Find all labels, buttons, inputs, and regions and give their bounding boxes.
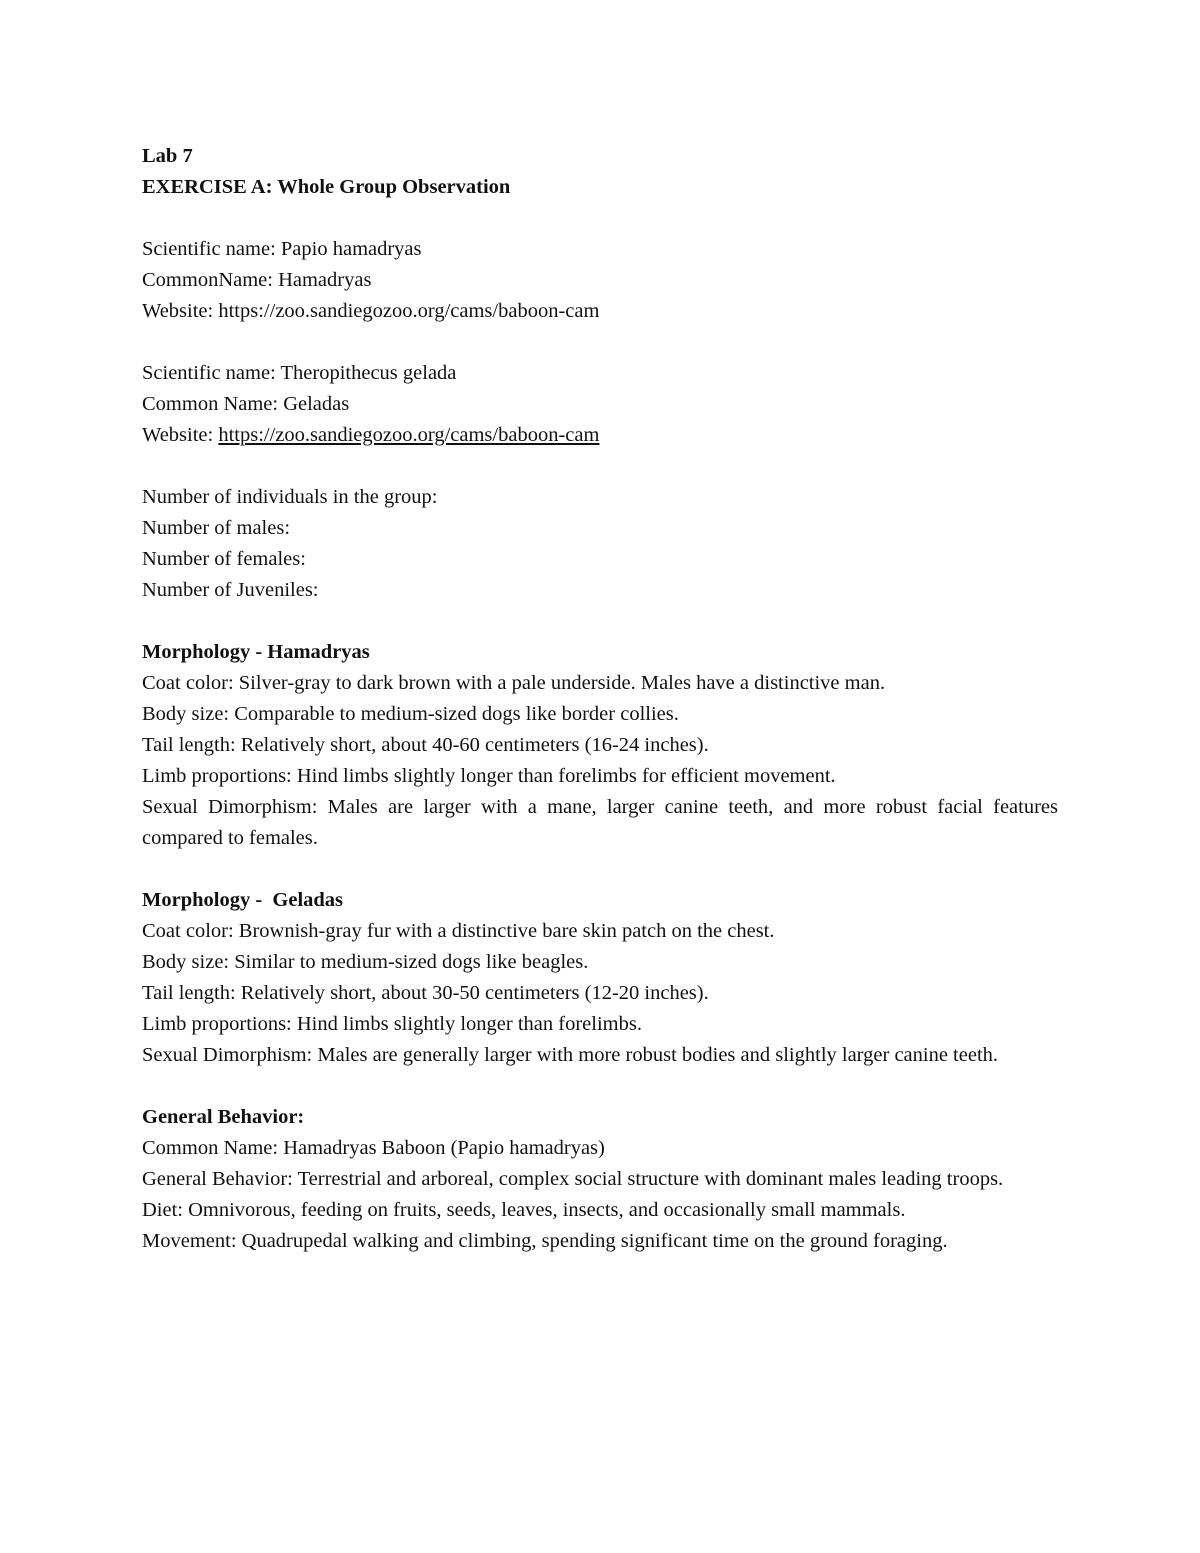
species2-scientific-name: Scientific name: Theropithecus gelada — [142, 362, 457, 384]
geladas-body-size: Body size: Similar to medium-sized dogs like beagles. — [142, 951, 589, 973]
species2-website-link[interactable]: https://zoo.sandiegozoo.org/cams/baboon-cam — [218, 424, 600, 446]
behavior-common-name: Common Name: Hamadryas Baboon (Papio hamadryas) — [142, 1137, 605, 1159]
spacer — [142, 1071, 1058, 1102]
geladas-sexual-dimorphism: Sexual Dimorphism: Males are generally larger with more robust bodies and slightly larger canine teeth. — [142, 1044, 999, 1066]
count-females: Number of females: — [142, 548, 306, 570]
spacer — [142, 606, 1058, 637]
spacer — [142, 451, 1058, 482]
species1-common-name: CommonName: Hamadryas — [142, 269, 372, 291]
hamadryas-body-size: Body size: Comparable to medium-sized dogs like border collies. — [142, 703, 679, 725]
species1-website — [142, 296, 1058, 327]
hamadryas-limb-proportions: Limb proportions: Hind limbs slightly longer than forelimbs for efficient movement. — [142, 765, 836, 787]
behavior-general: General Behavior: Terrestrial and arboreal, complex social structure with dominant males leading troops. — [142, 1168, 1004, 1190]
count-individuals: Number of individuals in the group: — [142, 486, 438, 508]
count-males: Number of males: — [142, 517, 291, 539]
hamadryas-sexual-dimorphism: Sexual Dimorphism: Males are larger with a mane, larger canine teeth, and more robust facial features compared to females. — [142, 796, 1058, 849]
count-juveniles: Number of Juveniles: — [142, 579, 319, 601]
geladas-limb-proportions: Limb proportions: Hind limbs slightly longer than forelimbs. — [142, 1013, 642, 1035]
species2-website — [142, 420, 1058, 451]
hamadryas-coat-color: Coat color: Silver-gray to dark brown with a pale underside. Males have a distinctive man. — [142, 672, 886, 694]
geladas-tail-length: Tail length: Relatively short, about 30-50 centimeters (12-20 inches). — [142, 982, 709, 1004]
species1-website-label: Website: — [142, 300, 219, 322]
species1-website-url: https://zoo.sandiegozoo.org/cams/baboon-cam — [218, 300, 600, 322]
exercise-title: EXERCISE A: Whole Group Observation — [142, 176, 511, 198]
general-behavior-heading: General Behavior: — [142, 1106, 305, 1128]
species2-common-name: Common Name: Geladas — [142, 393, 350, 415]
spacer — [142, 203, 1058, 234]
species1-scientific-name: Scientific name: Papio hamadryas — [142, 238, 422, 260]
lab-title: Lab 7 — [142, 145, 193, 167]
behavior-diet: Diet: Omnivorous, feeding on fruits, seeds, leaves, insects, and occasionally small mammals. — [142, 1199, 906, 1221]
species2-website-label: Website: — [142, 424, 219, 446]
morphology-hamadryas-heading: Morphology - Hamadryas — [142, 641, 370, 663]
geladas-coat-color: Coat color: Brownish-gray fur with a distinctive bare skin patch on the chest. — [142, 920, 775, 942]
document-page — [142, 141, 1058, 1257]
hamadryas-tail-length: Tail length: Relatively short, about 40-60 centimeters (16-24 inches). — [142, 734, 709, 756]
behavior-movement: Movement: Quadrupedal walking and climbing, spending significant time on the ground foraging. — [142, 1230, 948, 1252]
spacer — [142, 854, 1058, 885]
morphology-geladas-heading: Morphology - Geladas — [142, 889, 344, 911]
spacer — [142, 327, 1058, 358]
